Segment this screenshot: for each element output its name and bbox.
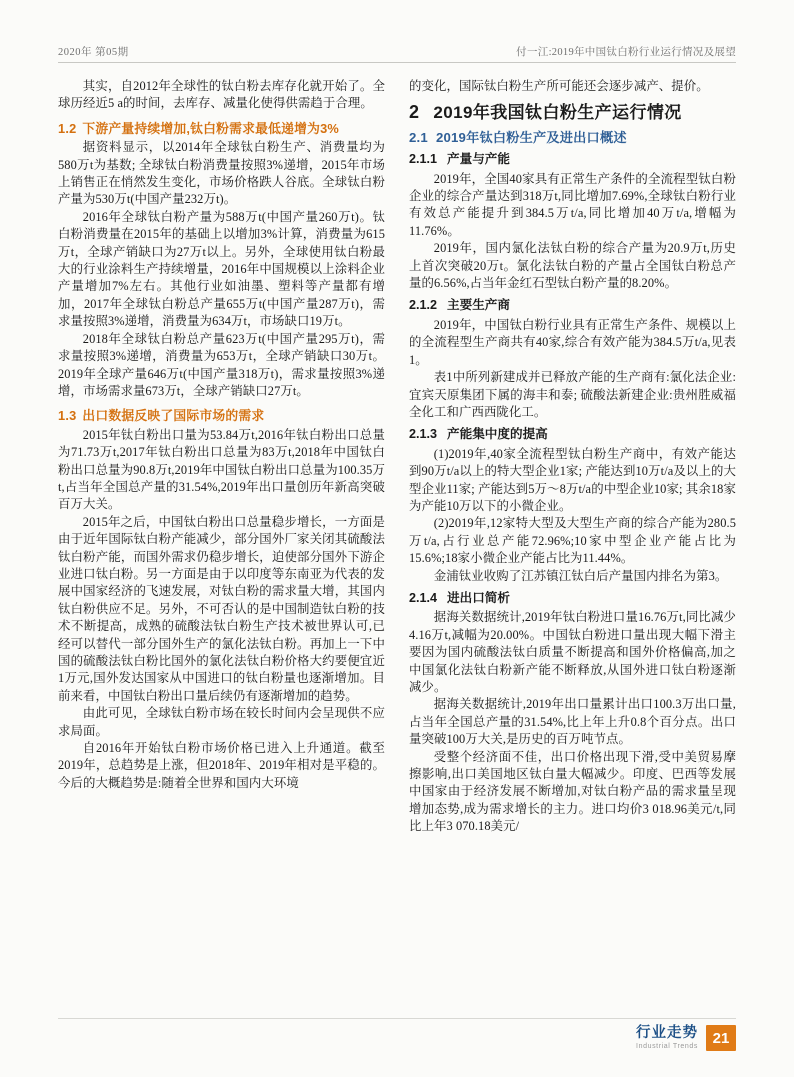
- section-title: 出口数据反映了国际市场的需求: [82, 408, 265, 424]
- paragraph: 自2016年开始钛白粉市场价格已进入上升通道。截至2019年，总趋势是上涨，但2018年、2019年相对是平稳的。今后的大概趋势是:随着全世界和国内大环境: [58, 741, 385, 790]
- section-heading-orange: [58, 120, 385, 137]
- section-heading-level-2: [409, 129, 736, 146]
- footer-label-cn: 行业走势: [636, 1024, 698, 1041]
- section-number: 2.1.4: [409, 590, 438, 605]
- section-title: 2019年我国钛白粉生产运行情况: [433, 103, 682, 123]
- section-number: 2.1.1: [409, 152, 438, 167]
- section-heading-level-3: [409, 151, 736, 168]
- paragraph: 据资料显示，以2014年全球钛白粉生产、消费量均为580万t为基数; 全球钛白粉消费量按照3%递增，2015年市场上销售正在悄然发生变化，市场价格跌人谷底。全球钛白粉产量为530万t(中国产量232万t)。: [58, 140, 385, 207]
- section-title: 产量与产能: [447, 152, 510, 167]
- article-body: [58, 78, 736, 1005]
- section-title: 进出口简析: [447, 590, 510, 605]
- paragraph: 2015年之后，中国钛白粉出口总量稳步增长，一方面是由于近年国际钛白粉产能减少，部分国外厂家关闭其硫酸法钛白粉产能，而国外需求仍稳步增长，迫使部分国外下游企业进口钛白粉。另一方面是由于以印度等东南亚为代表的发展中国家经济的飞速发展，对钛白粉的需求量大增，其国内钛白粉供应不足。另外，不可否认的是中国制造钛白粉的技术不断提高，成熟的硫酸法钛白粉生产技术被世界认可,已经可以替代一部分国外生产的氯化法钛白粉。再加上一下中国的硫酸法钛白粉比国外的氯化法钛白粉价格大约要便宜近1万元,国外发达国家从中国进口的钛白粉量也逐渐增加。目前来看，中国钛白粉出口量后续仍有逐渐增加的趋势。: [58, 514, 385, 703]
- paragraph: 受整个经济面不佳，出口价格出现下滑,受中美贸易摩擦影响,出口美国地区钛白量大幅减少。印度、巴西等发展中国家由于经济发展不断增加,对钛白粉产品的需求量呈现增加态势,成为需求增长的主力。进口均价3 018.96美元/t,同比上年3 070.18美元/: [409, 749, 736, 834]
- section-number: 2.1.3: [409, 427, 438, 442]
- paragraph: 2016年全球钛白粉产量为588万t(中国产量260万t)。钛白粉消费量在2015年的基础上以增加3%计算，消费量为615万t，全球产销缺口为27万t以上。另外，全球使用钛白粉最大的行业涂料生产持续增量，2016年中国规模以上涂料企业产量增加7%左右。其他行业如油墨、塑料等产量都有增加，2017年全球钛白粉总产量655万t(中国产量287万t)，需求量按照3%递增，消费量为634万t，市场缺口19万t。: [58, 209, 385, 329]
- paragraph: 表1中所列新建成并已释放产能的生产商有:氯化法企业: 宜宾天原集团下属的海丰和泰; 硫酸法新建企业:贵州胜威福全化工和广西西陇化工。: [409, 370, 736, 419]
- section-title: 主要生产商: [447, 298, 510, 313]
- paragraph: (1)2019年,40家全流程型钛白粉生产商中，有效产能达到90万t/a以上的特大型企业1家; 产能达到10万t/a及以上的大型企业11家; 产能达到5万～8万t/a的中型企业10家; 其余18家为产能10万以下的小微企业。: [409, 446, 736, 513]
- paragraph: 据海关数据统计,2019年出口量累计出口100.3万出口量,占当年全国总产量的31.54%,比上年上升0.8个百分点。出口量突破100万大关,是历史的百万吨节点。: [409, 697, 736, 747]
- paragraph: 由此可见，全球钛白粉市场在较长时间内会呈现供不应求局面。: [58, 706, 385, 738]
- header-divider: [58, 62, 736, 63]
- section-number: 1.3: [58, 408, 77, 424]
- paragraph: 金浦钛业收购了江苏镇江钛白后产量国内排名为第3。: [433, 568, 728, 583]
- paragraph: 据海关数据统计,2019年钛白粉进口量16.76万t,同比减少4.16万t,减幅为20.00%。中国钛白粉进口量出现大幅下滑主要因为国内硫酸法钛白质量不断提高和国外价格偏高,加之中国氯化法钛白粉新产能不断释放,从国外进口钛白粉逐渐减少。: [409, 610, 736, 694]
- section-heading-level-3: [409, 590, 736, 607]
- right-column: [409, 78, 736, 1005]
- page-footer: [636, 1025, 736, 1051]
- page-number: 21: [706, 1025, 736, 1051]
- paragraph: 2019年，中国钛白粉行业具有正常生产条件、规模以上的全流程型生产商共有40家,综合有效产能为384.5万t/a,见表1。: [409, 317, 736, 367]
- paragraph: 2019年，国内氯化法钛白粉的综合产量为20.9万t,历史上首次突破20万t。氯化法钛白粉的产量占全国钛白粉总产量的6.56%,占当年金红石型钛白粉产量的8.20%。: [409, 241, 736, 291]
- running-head-right: 付一江:2019年中国钛白粉行业运行情况及展望: [516, 46, 736, 58]
- section-heading-level-3: [409, 426, 736, 443]
- section-number: 2.1: [409, 129, 428, 145]
- section-heading-level-3: [409, 297, 736, 314]
- section-number: 2.1.2: [409, 298, 438, 313]
- paragraph: 2018年全球钛白粉总产量623万t(中国产量295万t)，需求量按照3%递增，消费量为653万t，全球产销缺口30万t。2019年全球产量646万t(中国产量318万t)，需求量按照3%递增，市场需求量673万t，全球产销缺口27万t。: [58, 331, 385, 398]
- paragraph: 2015年钛白粉出口量为53.84万t,2016年钛白粉出口总量为71.73万t,2017年钛白粉出口总量为83万t,2018年中国钛白粉出口总量为90.8万t,2019年中国钛白粉出口总量为100.35万t,占当年全国总产量的31.54%,2019年出口量创历年新高突破百万大关。: [58, 427, 385, 512]
- footer-label: [636, 1026, 698, 1051]
- paragraph: (2)2019年,12家特大型及大型生产商的综合产能为280.5万t/a,占行业总产能72.96%;10家中型企业产能占比为15.6%;18家小微企业产能占比为11.44%。: [409, 516, 736, 566]
- running-head-left: 2020年 第05期: [58, 46, 129, 58]
- paragraph: 2019年，全国40家具有正常生产条件的全流程型钛白粉企业的综合产量达到318万t,同比增加7.69%,全球钛白粉行业有效总产能提升到384.5万t/a,同比增加40万t/a,增幅为11.76%。: [409, 171, 736, 238]
- footer-label-en: Industrial Trends: [636, 1042, 698, 1050]
- section-title: 2019年钛白粉生产及进出口概述: [435, 129, 627, 145]
- footer-divider: [58, 1018, 736, 1019]
- paragraph: 的变化，国际钛白粉生产所可能还会逐步减产、提价。: [409, 79, 709, 93]
- running-head: [58, 40, 736, 62]
- section-number: 2: [409, 102, 420, 123]
- paragraph: 其实，自2012年全球性的钛白粉去库存化就开始了。全球历经近5 a的时间，去库存、减量化使得供需趋于合理。: [58, 79, 385, 111]
- section-heading-orange: [58, 407, 385, 424]
- section-title: 产能集中度的提高: [447, 427, 548, 442]
- left-column: [58, 78, 385, 1005]
- section-heading-level-1: [409, 104, 736, 121]
- section-title: 下游产量持续增加,钛白粉需求最低递增为3%: [82, 120, 339, 136]
- section-number: 1.2: [58, 120, 77, 136]
